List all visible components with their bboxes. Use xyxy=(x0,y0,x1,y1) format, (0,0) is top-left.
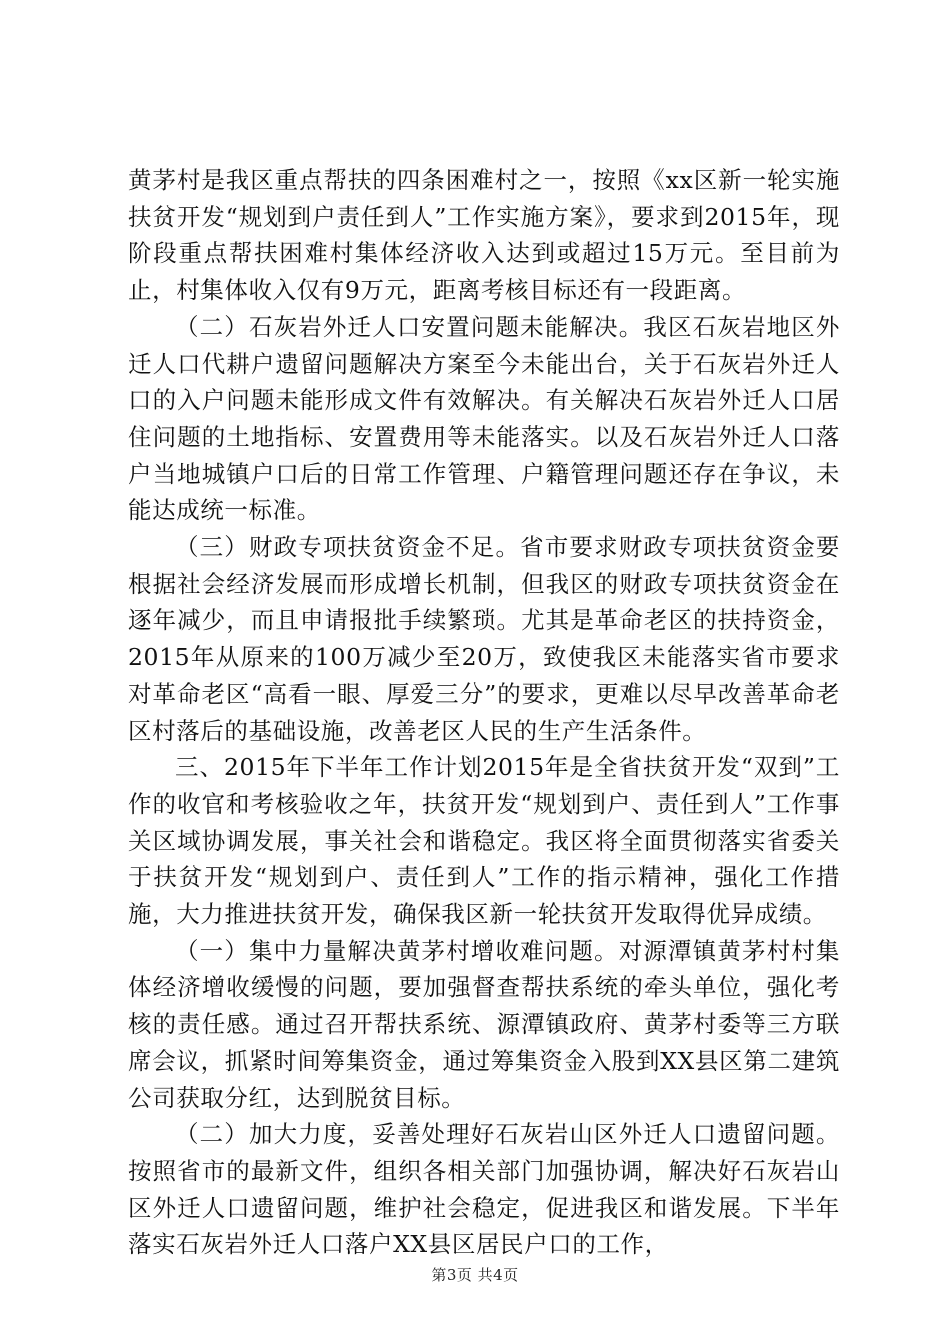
page-footer: 第3页 共4页 xyxy=(431,1266,519,1284)
paragraph-limestone-legacy: （二）加大力度，妥善处理好石灰岩山区外迁人口遗留问题。按照省市的最新文件，组织各相关部门加强协调，解决好石灰岩山区外迁人口遗留问题，维护社会稳定，促进我区和谐发展。下半年落实石灰岩外迁人口落户XX县区居民户口的工作， xyxy=(128,1120,840,1259)
paragraph-poverty-funds: （三）财政专项扶贫资金不足。省市要求财政专项扶贫资金要根据社会经济发展而形成增长机制，但我区的财政专项扶贫资金在逐年减少，而且申请报批手续繁琐。尤其是革命老区的扶持资金，2015年从原来的100万减少至20万，致使我区未能落实省市要求对革命老区“高看一眼、厚爱三分”的要求，更难以尽早改善革命老区村落后的基础设施，改善老区人民的生产生活条件。 xyxy=(128,533,840,745)
paragraph-village-income: 黄茅村是我区重点帮扶的四条困难村之一，按照《xx区新一轮实施扶贫开发“规划到户责任到人”工作实施方案》，要求到2015年，现阶段重点帮扶困难村集体经济收入达到或超过15万元。至目前为止，村集体收入仅有9万元，距离考核目标还有一段距离。 xyxy=(128,166,840,305)
document-body xyxy=(128,162,840,1263)
paragraph-huangmao-income: （一）集中力量解决黄茅村增收难问题。对源潭镇黄茅村村集体经济增收缓慢的问题，要加强督查帮扶系统的牵头单位，强化考核的责任感。通过召开帮扶系统、源潭镇政府、黄茅村委等三方联席会议，抓紧时间筹集资金，通过筹集资金入股到XX县区第二建筑公司获取分红，达到脱贫目标。 xyxy=(128,936,840,1112)
paragraph-second-half-plan: 三、2015年下半年工作计划2015年是全省扶贫开发“双到”工作的收官和考核验收之年，扶贫开发“规划到户、责任到人”工作事关区域协调发展，事关社会和谐稳定。我区将全面贯彻落实省委关于扶贫开发“规划到户、责任到人”工作的指示精神，强化工作措施，大力推进扶贫开发，确保我区新一轮扶贫开发取得优异成绩。 xyxy=(128,753,840,929)
paragraph-limestone-relocation: （二）石灰岩外迁人口安置问题未能解决。我区石灰岩地区外迁人口代耕户遗留问题解决方案至今未能出台，关于石灰岩外迁人口的入户问题未能形成文件有效解决。有关解决石灰岩外迁人口居住问题的土地指标、安置费用等未能落实。以及石灰岩外迁人口落户当地城镇户口后的日常工作管理、户籍管理问题还存在争议，未能达成统一标准。 xyxy=(128,312,840,525)
